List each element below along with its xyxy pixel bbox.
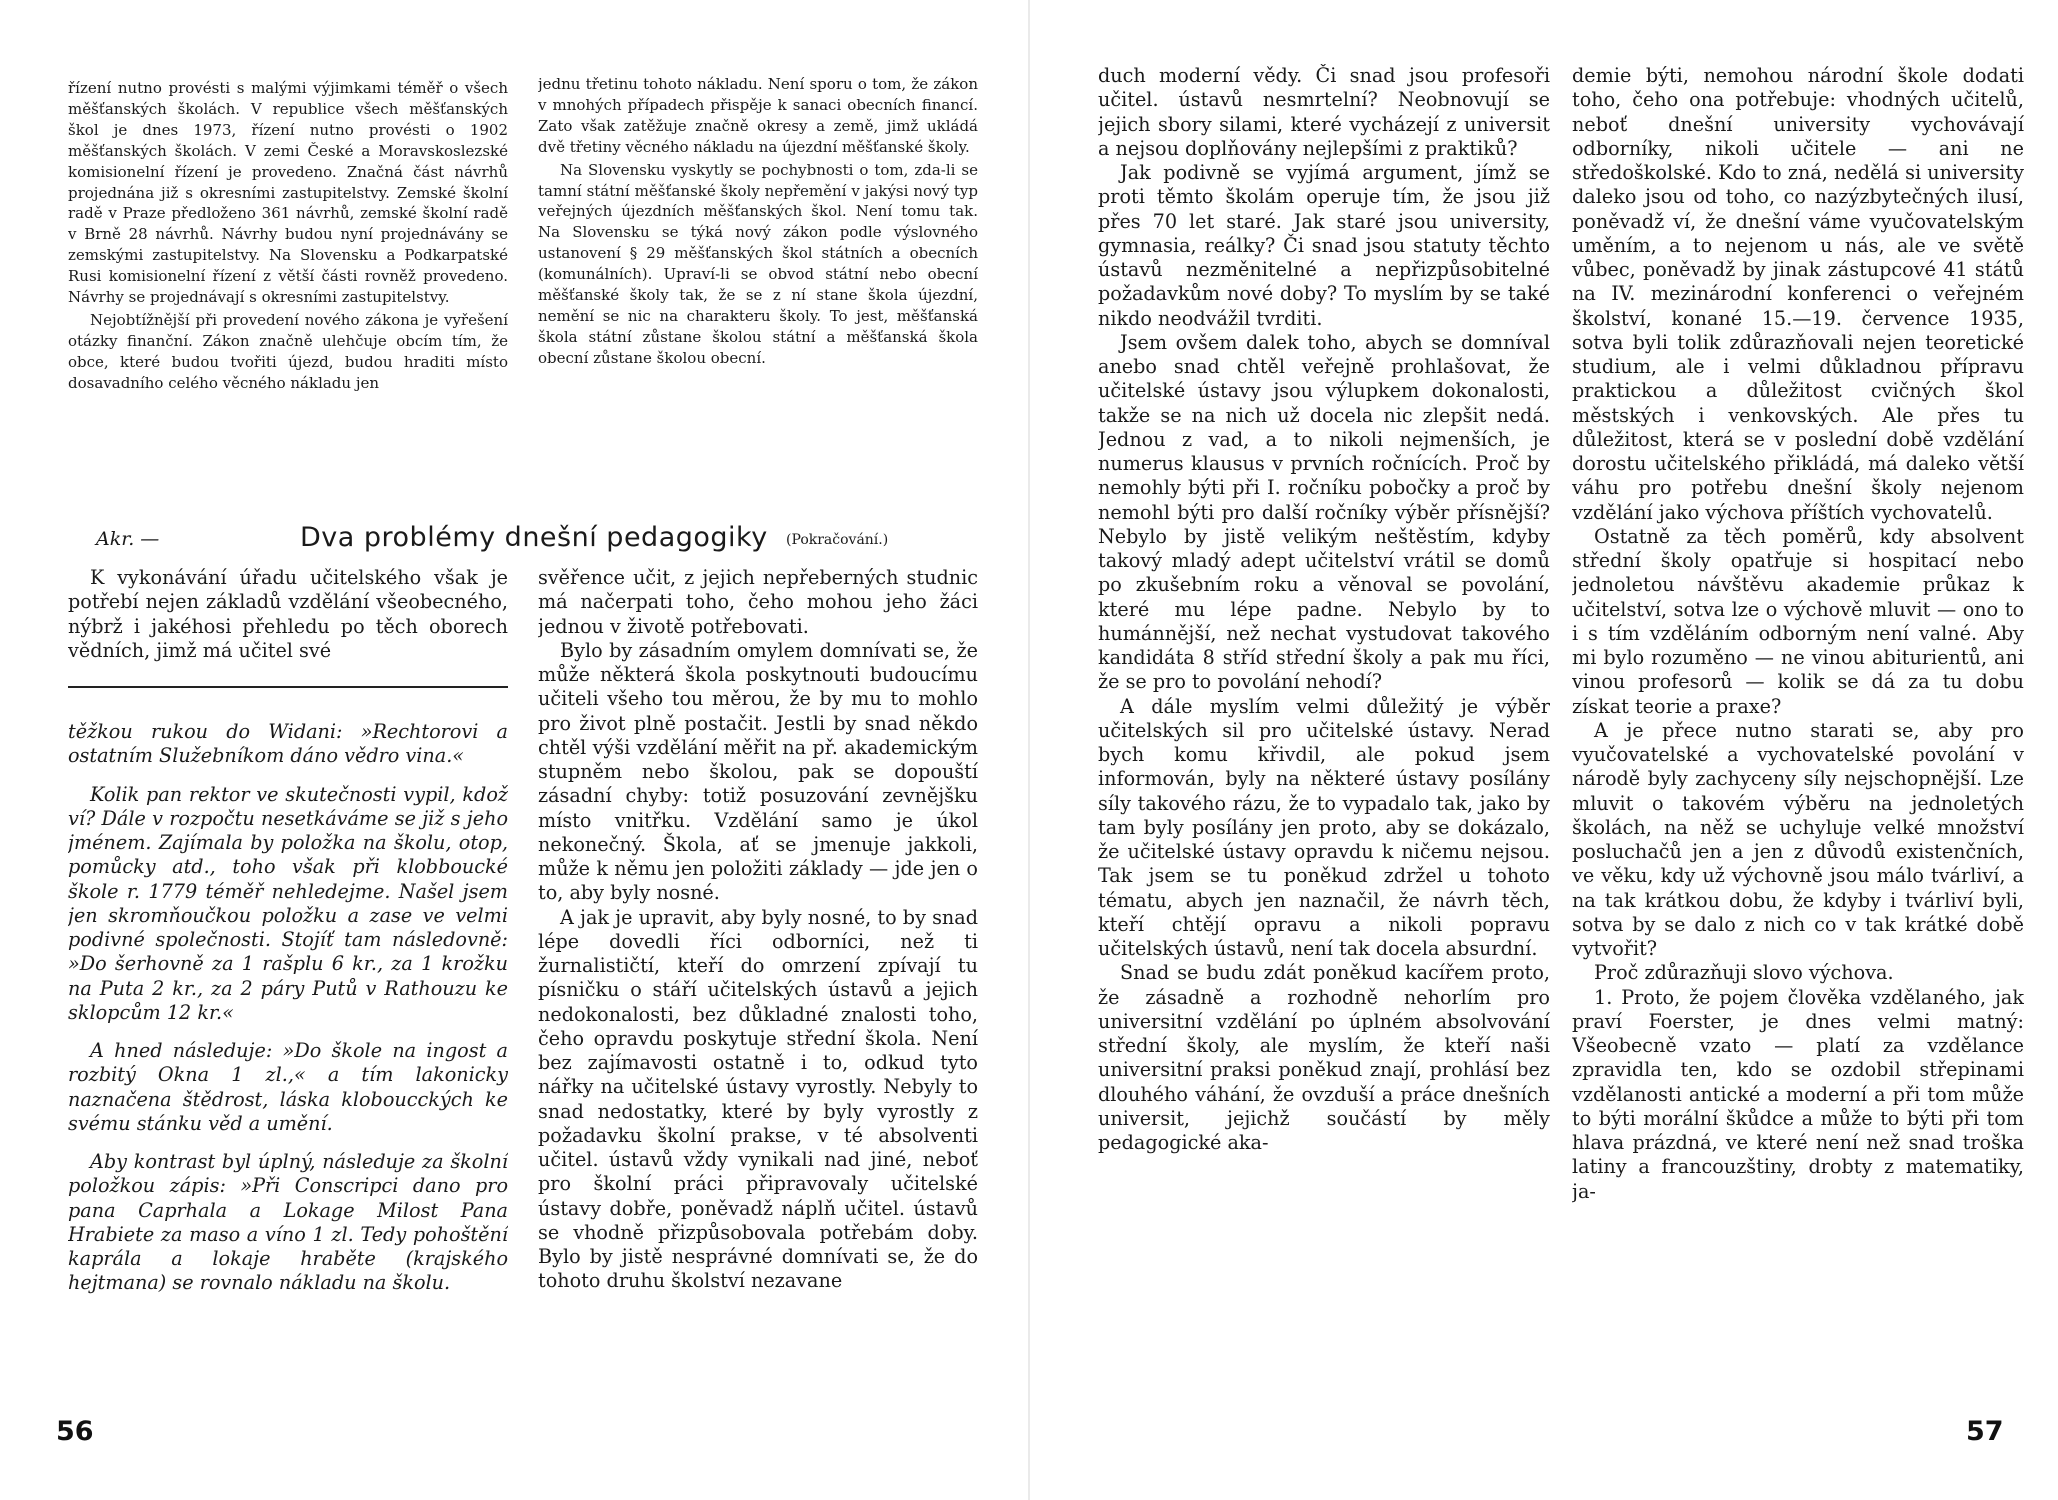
article-continuation: (Pokračování.) [786, 532, 889, 548]
left-italic-column [68, 720, 508, 1380]
section-rule [68, 686, 508, 688]
left-body-column-2 [538, 566, 978, 1386]
paragraph: 1. Proto, že pojem člověka vzdělaného, jak praví Foerster, je dnes velmi matný: Všeobecně vzato — platí za vzdělance zpravidla ten, kdo se ozdobil střepinami vzdělanosti antické a moderní a při tom může to býti morální škůdce a může to býti při tom hlava prázdná, ve které není než snad troška latiny a francouzštiny, drobty z matematiky, ja- [1572, 985, 2024, 1203]
paragraph: řízení nutno provésti s malými výjimkami téměř o všech měšťanských školách. V republice všech měšťanských škol je dnes 1973, řízení nutno provésti o 1902 měšťanských školách. V zemi České a Moravskoslezské komisionelní řízení je provedeno. Značná část návrhů projednána již s okresními zastupitelstvy. Zemské školní radě v Praze předloženo 361 návrhů, zemské školní radě v Brně 28 návrhů. Návrhy budou nyní projednávány se zemskými zastupitelstvy. Na Slovensku a Podkarpatské Rusi komisionelní řízení z větší části rovněž provedeno. Návrhy se projednávají s okresními zastupitelstvy. [68, 79, 508, 307]
article-header [96, 522, 976, 552]
paragraph: Snad se budu zdát poněkud kacířem proto, že zásadně a rozhodně nehorlím pro universitní vzdělání po úplném absolvování střední školy, ale myslím, že kteří naši universitní praksi poněkud znají, prohlásí bez dlouhého váhání, že ovzduší a práce dnešních universit, jejichž součástí by měly pedagogické aka- [1098, 961, 1550, 1154]
paragraph: Kolik pan rektor ve skutečnosti vypil, kdož ví? Dále v rozpočtu nesetkáváme se již s jeho jménem. Zajímala by položka na školu, otop, pomůcky atd., toho však při klobboucké škole r. 1779 téměř nehledejme. Našel jsem jen skromňoučkou položku a zase ve velmi podivné společnosti. Stojíť tam následovně: »Do šerhovně za 1 rašplu 6 kr., za 1 krožku na Puta 2 kr., za 2 páry Putů v Rathouzu ke sklopcům 12 kr.« [68, 782, 508, 1024]
paragraph: A jak je upravit, aby byly nosné, to by snad lépe dovedli říci odborníci, než ti žurnalističtí, kteří do omrzení zpívají tu písničku o stáří učitelských ústavů a jejich nedokonalosti, bez důkladné znalosti toho, čeho opravdu poskytuje střední škola. Není bez zajímavosti ostatně i to, odkud tyto nářky na učitelské ústavy vyrostly. Nebyly to snad nedostatky, které by byly vyrostly z požadavku školní prakse, v té absolventi učitel. ústavů vždy vynikali nad jiné, neboť pro školní práci připravovaly učitelské ústavy dobře, poněvadž náplň učitel. ústavů se vhodně přizpůsobovala potřebám doby. Bylo by jistě nesprávné domnívati se, že do tohoto druhu školství nezavane [538, 905, 978, 1293]
paragraph: A dále myslím velmi důležitý je výběr učitelských sil pro učitelské ústavy. Nerad bych komu křivdil, ale pokud jsem informován, byly na některé ústavy posílány síly takového rázu, že to vypadalo tak, jako by tam byly posílány jen proto, aby se dokázalo, že učitelské ústavy opravdu k ničemu nejsou. Tak jsem se tu poněkud zdržel u tohoto tématu, abych jen naznačil, že návrh těch, kteří chtějí opravu a nikoli popravu učitelských ústavů, není tak docela absurdní. [1098, 694, 1550, 960]
paragraph: A je přece nutno starati se, aby pro vyučovatelské a vychovatelské povolání v národě byly zachyceny síly nejschopnější. Lze mluvit o takovém výběru na jednoletých školách, na něž se uchyluje velké množství posluchačů jen a jen z důvodů existenčních, ve věku, kdy už výchovně jsou málo tvárliví, a na tak krátkou dobu, že kdyby i tvárliví byli, sotva by se dalo z nich co v tak krátké době vytvořit? [1572, 718, 2024, 960]
paragraph: Ostatně za těch poměrů, kdy absolvent střední školy opatřuje si hospitací nebo jednoletou návštěvu akademie průkaz k učitelství, sotva lze o výchově mluvit — ono to i s tím vzděláním odborným není valné. Aby mi bylo rozuměno — ne vinou abiturientů, ani vinou profesorů — kolik se dá za tu dobu získat teorie a praxe? [1572, 524, 2024, 718]
paragraph: Jsem ovšem dalek toho, abych se domníval anebo snad chtěl veřejně prohlašovat, že učitelské ústavy jsou výlupkem dokonalosti, takže se na nich už docela nic zlepšit nedá. Jednou z vad, a to nikoli nejmenších, je numerus klausus v prvních ročnících. Proč by nemohly býti při I. ročníku pobočky a proč by nemohl býti pro další ročníky výběr přísnější? Nebylo by jistě velikým neštěstím, kdyby takový mladý adept učitelství vrátil se domů po zkušebním roku a věnoval se povolání, které mu lépe padne. Nebylo by to humánnější, než nechat vystudovat takového kandidáta 8 stříd střední školy a pak mu říci, že se pro to povolání nehodí? [1098, 330, 1550, 694]
right-column-1 [1098, 64, 1550, 1404]
paragraph: Nejobtížnější při provedení nového zákona je vyřešení otázky finanční. Zákon značně ulehčuje obcím tím, že obce, které budou tvořiti újezd, budou hraditi místo dosavadního celého věcného nákladu jen [68, 310, 508, 392]
book-gutter [1028, 0, 1030, 1500]
paragraph: těžkou rukou do Widani: »Rechtorovi a ostatním Služebníkom dáno vědro vina.« [68, 720, 508, 768]
paragraph: A hned následuje: »Do škole na ingost a rozbitý Okna 1 zl.,« a tím lakonicky naznačena štědrost, láska kloboucckých ke svému stánku věd a umění. [68, 1039, 508, 1135]
left-body-column-1 [68, 566, 508, 678]
article-title: Dva problémy dnešní pedagogiky [300, 522, 768, 553]
paragraph: svěřence učit, z jejich nepřeberných studnic má načerpati toho, čeho mohou jeho žáci jednou v životě potřebovati. [538, 566, 978, 638]
left-top-column-1 [68, 78, 508, 508]
paragraph: Jak podivně se vyjímá argument, jímž se proti těmto školám operuje tím, že jsou již přes 70 let staré. Jak staré jsou university, gymnasia, reálky? Či snad jsou statuty těchto ústavů nezměnitelné a nepřizpůsobitelné požadavkům nové doby? To myslím by se také nikdo neodvážil tvrditi. [1098, 161, 1550, 330]
article-author: Akr. — [96, 528, 160, 550]
page-number: 57 [1966, 1416, 2004, 1447]
right-column-2 [1572, 64, 2024, 1404]
paragraph: Na Slovensku vyskytly se pochybnosti o tom, zda-li se tamní státní měšťanské školy nepřemění v jakýsi nový typ veřejných újezdních měšťanských škol. Není tomu tak. Na Slovensku se týká nový zákon podle výslovného ustanovení § 29 měšťanských škol státních a obecních (komunálních). Upraví-li se obvod státní nebo obecní měšťanské školy tak, že se z ní stane škola újezdní, nemění se nic na charakteru školy. To jest, měšťanská škola státní zůstane školou státní a měšťanská škola obecní zůstane školou obecní. [538, 160, 978, 367]
paragraph: demie býti, nemohou národní škole dodati toho, čeho ona potřebuje: vhodných učitelů, neboť dnešní university vychovávají odborníky, nikoli učitele — ani ne středoškolské. Kdo to zná, nedělá si university daleko jsou od toho, co nazýzbytečných ilusí, poněvadž ví, že dnešní váme vyučovatelským uměním, a to nejenom u nás, ale ve světě vůbec, poněvadž by jinak zástupcové 41 států na IV. mezinárodní konferenci o veřejném školství, konané 15.—19. července 1935, sotva byli tolik zdůrazňovali nejen teoretické studium, ale i velmi důkladnou přípravu praktickou a důležitost cvičných škol městských i venkovských. Ale přes tu důležitost, která se v poslední době vzdělání dorostu učitelského přikládá, má daleko větší váhu pro potřebu dnešní školy nejenom vzdělání jako výchova příštích vychovatelů. [1572, 64, 2024, 524]
paragraph: Bylo by zásadním omylem domnívati se, že může některá škola poskytnouti budoucímu učiteli všeho tou měrou, že by mu to mohlo pro život plně postačit. Jestli by snad někdo chtěl výši vzdělání měřit na př. akademickým stupněm nebo školou, pak se dopouští zásadní chyby: totiž posuzování zevnějšku místo vnitřku. Vzdělání samo je úkol nekonečný. Škola, ať se jmenuje jakkoli, může k němu jen položiti základy — jde jen o to, aby byly nosné. [538, 638, 978, 905]
paragraph: K vykonávání úřadu učitelského však je potřebí nejen základů vzdělání všeobecného, nýbrž i jakéhosi přehledu po těch oborech vědních, jimž má učitel své [68, 566, 508, 662]
paragraph: duch moderní vědy. Či snad jsou profesoři učitel. ústavů nesmrtelní? Neobnovují se jejich sbory silami, které vycházejí z universit a nejsou doplňovány nejlepšími z praktiků? [1098, 64, 1550, 160]
paragraph: Proč zdůrazňuji slovo výchova. [1594, 961, 1894, 985]
paragraph: jednu třetinu tohoto nákladu. Není sporu o tom, že zákon v mnohých případech přispěje k sanaci obecních financí. Zato však zatěžuje značně okresy a země, jimž ukládá dvě třetiny věcného nákladu na újezdní měšťanské školy. [538, 75, 978, 156]
paragraph: Aby kontrast byl úplný, následuje za školní položkou zápis: »Při Conscripci dano pro pana Caprhala a Lokage Milost Pana Hrabiete za maso a víno 1 zl. Tedy pohoštění kaprála a lokaje hraběte (krajského hejtmana) se rovnalo nákladu na školu. [68, 1150, 508, 1295]
page-number: 56 [56, 1416, 94, 1447]
left-top-column-2 [538, 74, 978, 504]
